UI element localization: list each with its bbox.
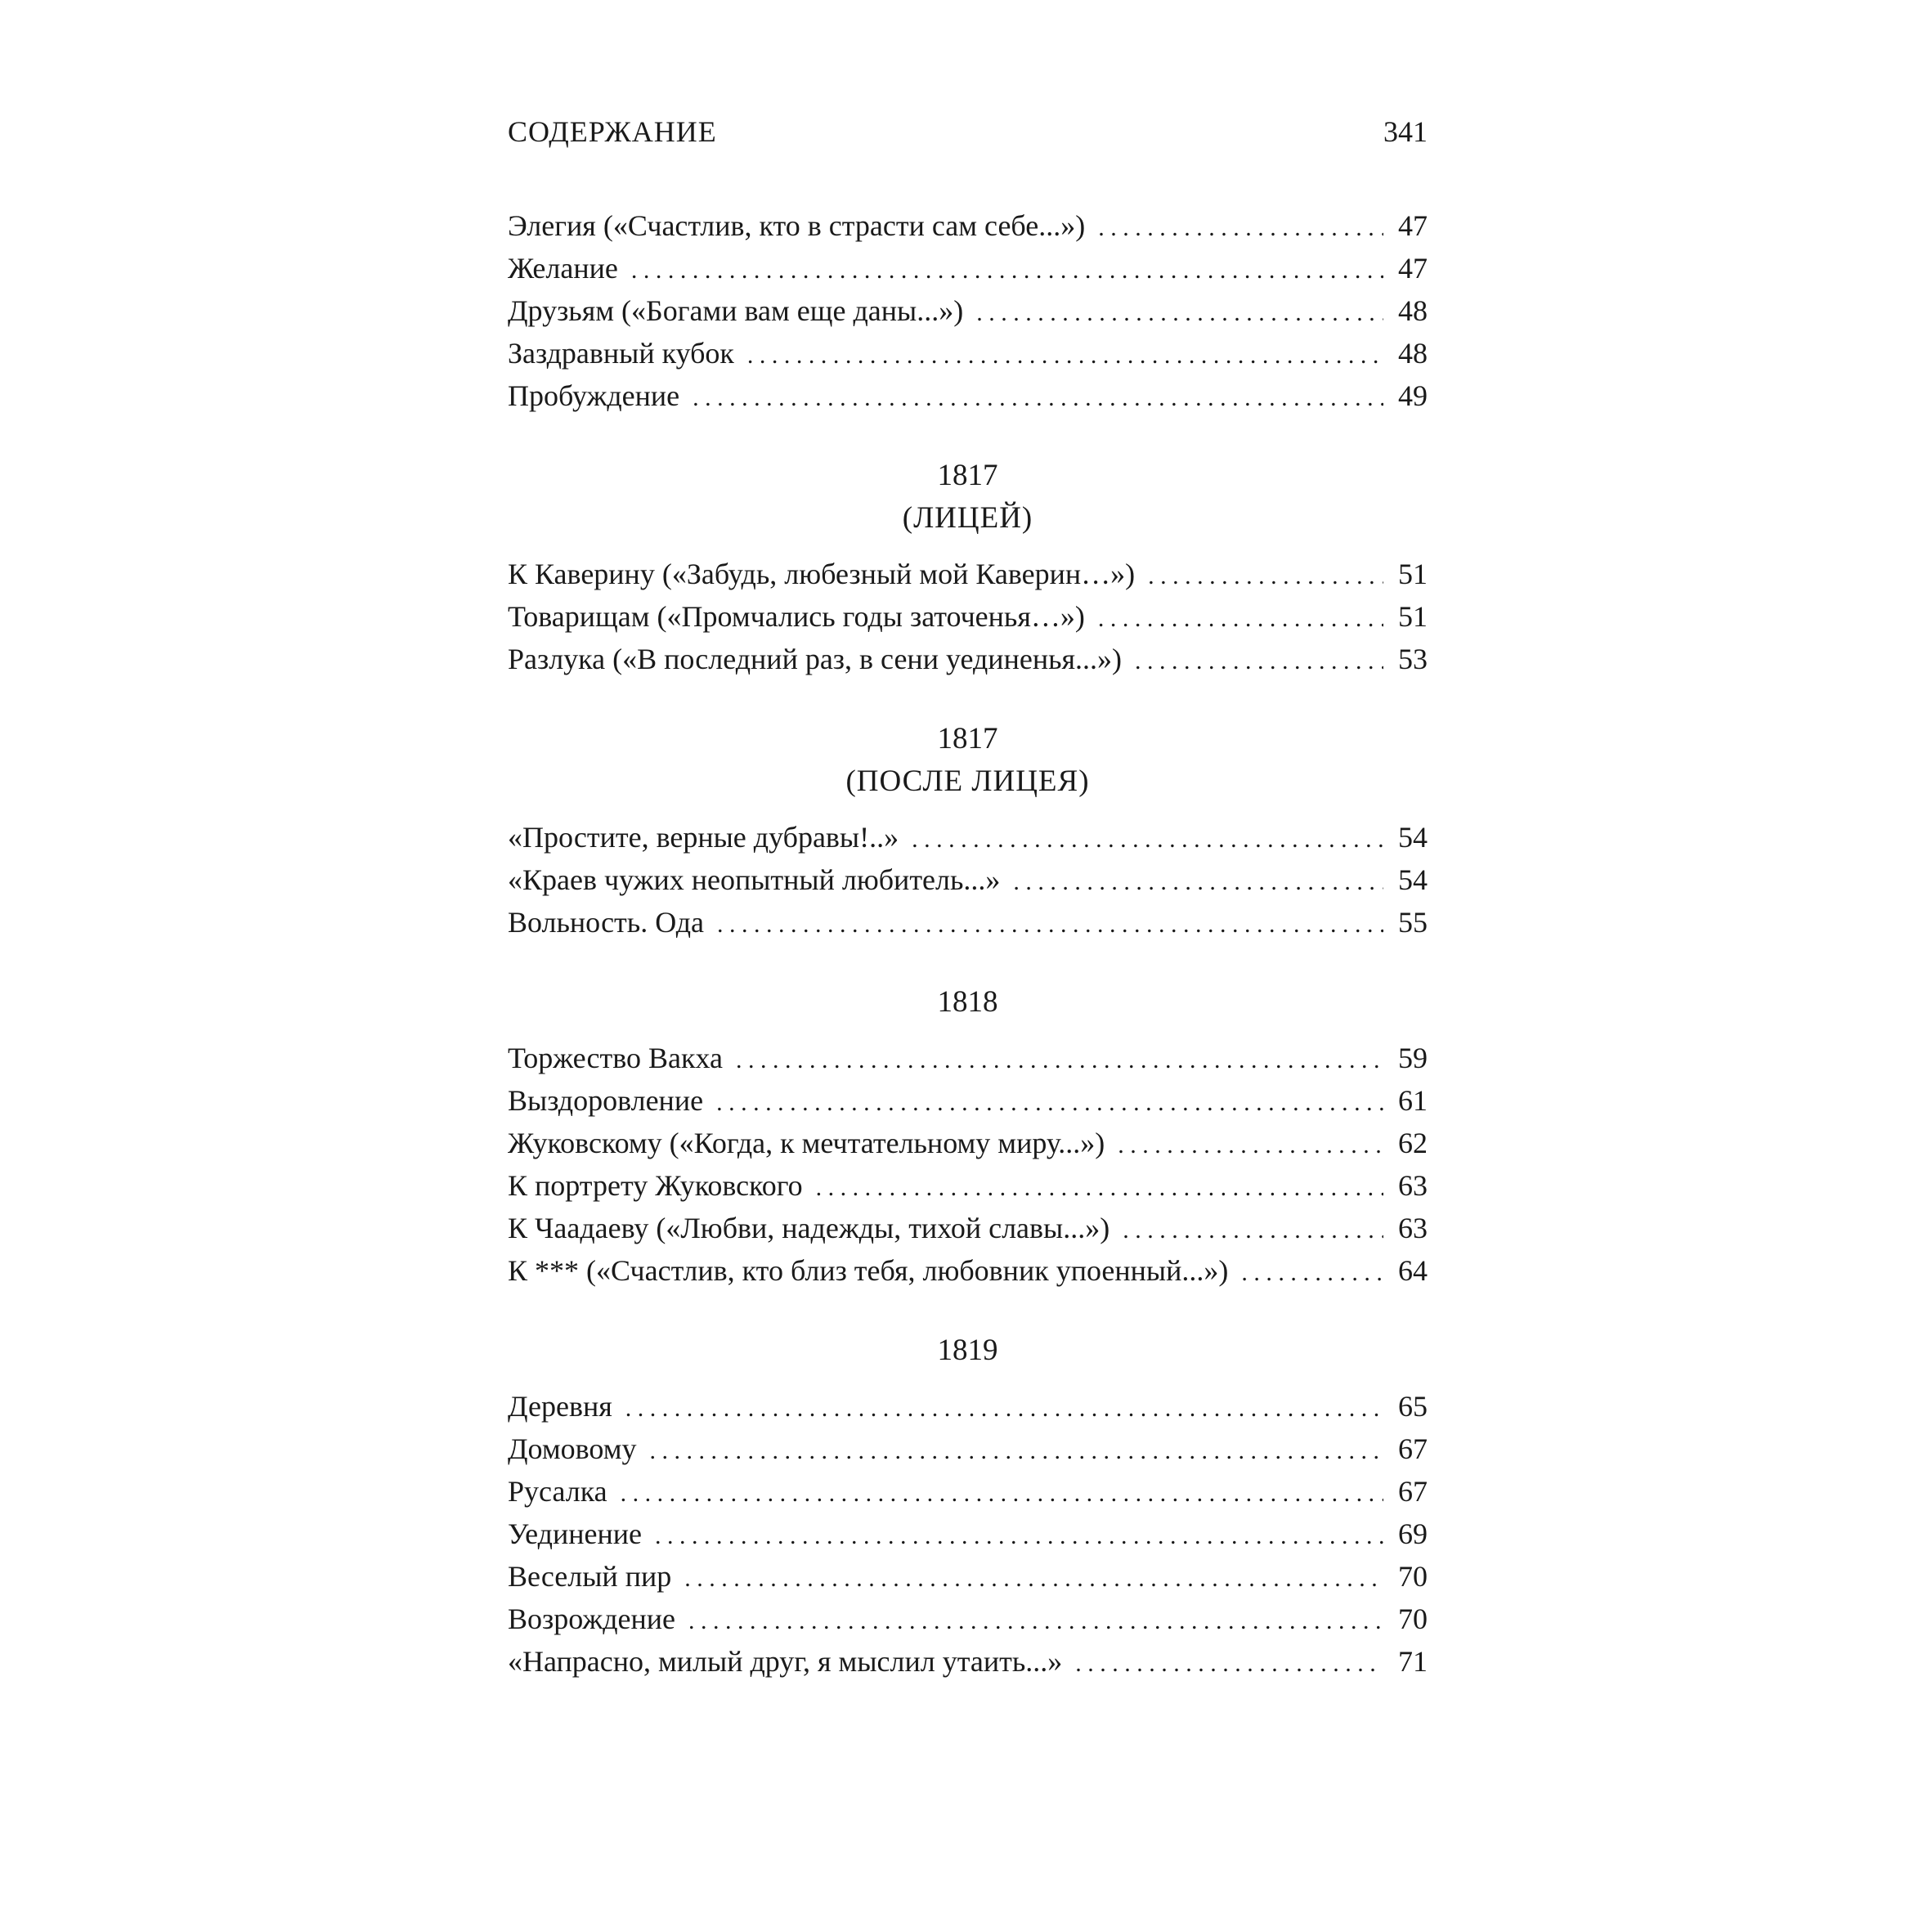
toc-entry-title: К *** («Счастлив, кто близ тебя, любовник упоенный...»)	[508, 1254, 1229, 1287]
toc-entry-title: Уединение	[508, 1517, 643, 1550]
toc-entry-page: 49	[1398, 379, 1428, 412]
toc-entry-title: Веселый пир	[508, 1560, 672, 1593]
dot-leader	[1075, 1643, 1383, 1685]
toc-entry[interactable]	[508, 901, 1428, 944]
toc-entry[interactable]	[508, 858, 1428, 901]
dot-leader	[693, 377, 1383, 419]
dot-leader	[912, 818, 1383, 861]
toc-entry-page: 51	[1398, 558, 1428, 590]
toc-entry[interactable]	[508, 1385, 1428, 1428]
running-head	[508, 114, 1428, 157]
toc-entry-list	[508, 553, 1428, 680]
toc-section	[508, 981, 1428, 1292]
toc-section	[508, 455, 1428, 680]
toc-entry[interactable]	[508, 1207, 1428, 1249]
toc-entry-title: Русалка	[508, 1475, 607, 1508]
toc-entry-title: Домовому	[508, 1432, 637, 1465]
toc-entry-page: 59	[1398, 1042, 1428, 1074]
dot-leader	[1148, 555, 1383, 598]
section-year-heading: 1819	[937, 1334, 998, 1367]
dot-leader	[717, 903, 1383, 946]
section-heading-block	[508, 718, 1428, 803]
toc-entry-title: Торжество Вакха	[508, 1042, 724, 1074]
toc-entry[interactable]	[508, 1470, 1428, 1513]
toc-entry[interactable]	[508, 1079, 1428, 1122]
section-subheading: (ПОСЛЕ ЛИЦЕЯ)	[845, 764, 1090, 798]
toc-entry-page: 48	[1398, 337, 1428, 370]
section-year-heading: 1817	[937, 459, 998, 492]
section-subheading: (ЛИЦЕЙ)	[902, 501, 1033, 535]
toc-entry-page: 70	[1398, 1560, 1428, 1593]
toc-entry[interactable]	[508, 332, 1428, 374]
toc-entry[interactable]	[508, 816, 1428, 858]
dot-leader	[816, 1167, 1383, 1209]
toc-entry-page: 47	[1398, 252, 1428, 285]
toc-entry-title: Возрождение	[508, 1603, 676, 1635]
toc-entry-title: К Чаадаеву («Любви, надежды, тихой славы...»)	[508, 1212, 1110, 1244]
toc-entry-page: 47	[1398, 209, 1428, 242]
toc-entry-page: 54	[1398, 863, 1428, 896]
dot-leader	[650, 1430, 1384, 1473]
toc-entry-list	[508, 204, 1428, 417]
section-heading-block	[508, 1329, 1428, 1372]
toc-entry-page: 54	[1398, 821, 1428, 854]
dot-leader	[684, 1558, 1383, 1600]
section-heading-block	[508, 455, 1428, 540]
dot-leader	[1013, 861, 1383, 903]
toc-entry-page: 61	[1398, 1084, 1428, 1117]
toc-entry-page: 70	[1398, 1603, 1428, 1635]
dot-leader	[655, 1515, 1383, 1558]
toc-entry-page: 63	[1398, 1212, 1428, 1244]
toc-entry-title: Пробуждение	[508, 379, 680, 412]
toc-entry[interactable]	[508, 247, 1428, 289]
toc-entry-list	[508, 816, 1428, 944]
toc-entry[interactable]	[508, 1555, 1428, 1598]
toc-entry-page: 69	[1398, 1517, 1428, 1550]
toc-entry-page: 53	[1398, 643, 1428, 675]
toc-entry-page: 67	[1398, 1432, 1428, 1465]
toc-entry[interactable]	[508, 1037, 1428, 1079]
toc-entry-title: «Краев чужих неопытный любитель...»	[508, 863, 1001, 896]
toc-entry[interactable]	[508, 1249, 1428, 1292]
dot-leader	[976, 292, 1383, 334]
dot-leader	[688, 1600, 1383, 1643]
dot-leader	[1241, 1252, 1383, 1294]
toc-section	[508, 718, 1428, 944]
running-head-title: СОДЕРЖАНИЕ	[508, 115, 717, 148]
dot-leader	[631, 249, 1383, 292]
dot-leader	[1118, 1124, 1383, 1167]
toc-entry-page: 48	[1398, 294, 1428, 327]
toc-entry[interactable]	[508, 1598, 1428, 1640]
toc-entry[interactable]	[508, 374, 1428, 417]
toc-entry[interactable]	[508, 1164, 1428, 1207]
toc-entry[interactable]	[508, 289, 1428, 332]
toc-entry-title: Элегия («Счастлив, кто в страсти сам себе...»)	[508, 209, 1086, 242]
section-heading-block	[508, 981, 1428, 1024]
toc-entry[interactable]	[508, 1513, 1428, 1555]
toc-entry-page: 71	[1398, 1645, 1428, 1678]
toc-entry-page: 63	[1398, 1169, 1428, 1202]
toc-entry-title: Заздравный кубок	[508, 337, 734, 370]
toc-entry[interactable]	[508, 1640, 1428, 1683]
toc-entry-list	[508, 1037, 1428, 1292]
toc-entry-page: 62	[1398, 1127, 1428, 1159]
toc-entry[interactable]	[508, 553, 1428, 595]
toc-entry-page: 55	[1398, 906, 1428, 939]
dot-leader	[625, 1387, 1383, 1430]
toc-entry[interactable]	[508, 204, 1428, 247]
toc-entry-title: Разлука («В последний раз, в сени уединенья...»)	[508, 643, 1123, 675]
dot-leader	[736, 1039, 1383, 1082]
toc-entry-title: Выздоровление	[508, 1084, 704, 1117]
dot-leader	[716, 1082, 1383, 1124]
dot-leader	[1123, 1209, 1383, 1252]
dot-leader	[1135, 640, 1383, 683]
toc-entry-title: Вольность. Ода	[508, 906, 705, 939]
toc-entry[interactable]	[508, 638, 1428, 680]
toc-entry[interactable]	[508, 595, 1428, 638]
toc-entry-page: 51	[1398, 600, 1428, 633]
toc-section	[508, 204, 1428, 417]
contents-page	[508, 114, 1428, 1683]
toc-entry-page: 67	[1398, 1475, 1428, 1508]
toc-entry-page: 65	[1398, 1390, 1428, 1423]
toc-entry[interactable]	[508, 1428, 1428, 1470]
dot-leader	[1098, 598, 1383, 640]
toc-section	[508, 1329, 1428, 1683]
dot-leader	[621, 1473, 1383, 1515]
toc-entry-title: К портрету Жуковского	[508, 1169, 803, 1202]
toc-entry-list	[508, 1385, 1428, 1683]
toc-entry-title: Жуковскому («Когда, к мечтательному миру...»)	[508, 1127, 1105, 1159]
section-year-heading: 1818	[937, 985, 998, 1019]
toc-entry-title: Друзьям («Богами вам еще даны...»)	[508, 294, 964, 327]
toc-entry-title: К Каверину («Забудь, любезный мой Каверин…»)	[508, 558, 1136, 590]
running-head-page-number: 341	[1383, 115, 1428, 148]
toc-entry-title: «Простите, верные дубравы!..»	[508, 821, 899, 854]
toc-entry-title: Деревня	[508, 1390, 612, 1423]
toc-entry-title: Товарищам («Промчались годы заточенья…»)	[508, 600, 1085, 633]
toc-entry-title: Желание	[508, 252, 618, 285]
toc-entry-page: 64	[1398, 1254, 1428, 1287]
toc-entry-title: «Напрасно, милый друг, я мыслил утаить...»	[508, 1645, 1063, 1678]
section-year-heading: 1817	[937, 722, 998, 755]
toc-entry[interactable]	[508, 1122, 1428, 1164]
dot-leader	[747, 334, 1383, 377]
dot-leader	[1098, 207, 1383, 249]
